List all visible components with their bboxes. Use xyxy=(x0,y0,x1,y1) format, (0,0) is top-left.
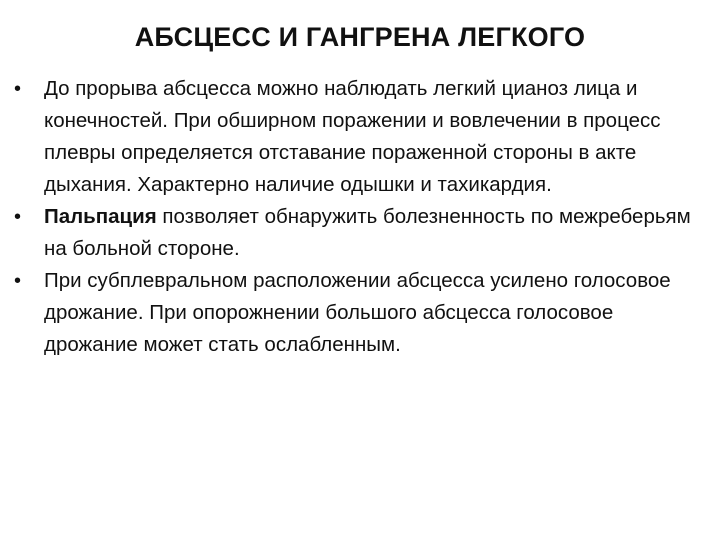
slide-title: АБСЦЕСС И ГАНГРЕНА ЛЕГКОГО xyxy=(134,22,586,52)
bullet-marker: • xyxy=(14,270,22,292)
bullet-marker: • xyxy=(14,206,22,228)
bullet-item-vocal-fremitus xyxy=(14,265,706,361)
bullet-text: До прорыва абсцесса можно наблюдать легкий цианоз лица и конечностей. При обширном поражении и вовлечении в процесс плевры определяется отставание пораженной стороны в акте дыхания. Характерно наличие одышки и тахикардия. xyxy=(44,77,661,196)
bullet-marker: • xyxy=(14,78,22,100)
bullet-list xyxy=(14,73,706,361)
bullet-bold-term: Пальпация xyxy=(44,205,157,228)
bullet-text: позволяет обнаружить болезненность по межреберьям на больной стороне. xyxy=(44,205,691,260)
bullet-item-cyanosis xyxy=(14,73,706,201)
bullet-text: При субплевральном расположении абсцесса усилено голосовое дрожание. При опорожнении большого абсцесса голосовое дрожание может стать ослабленным. xyxy=(44,269,671,356)
bullet-item-palpation xyxy=(14,201,706,265)
